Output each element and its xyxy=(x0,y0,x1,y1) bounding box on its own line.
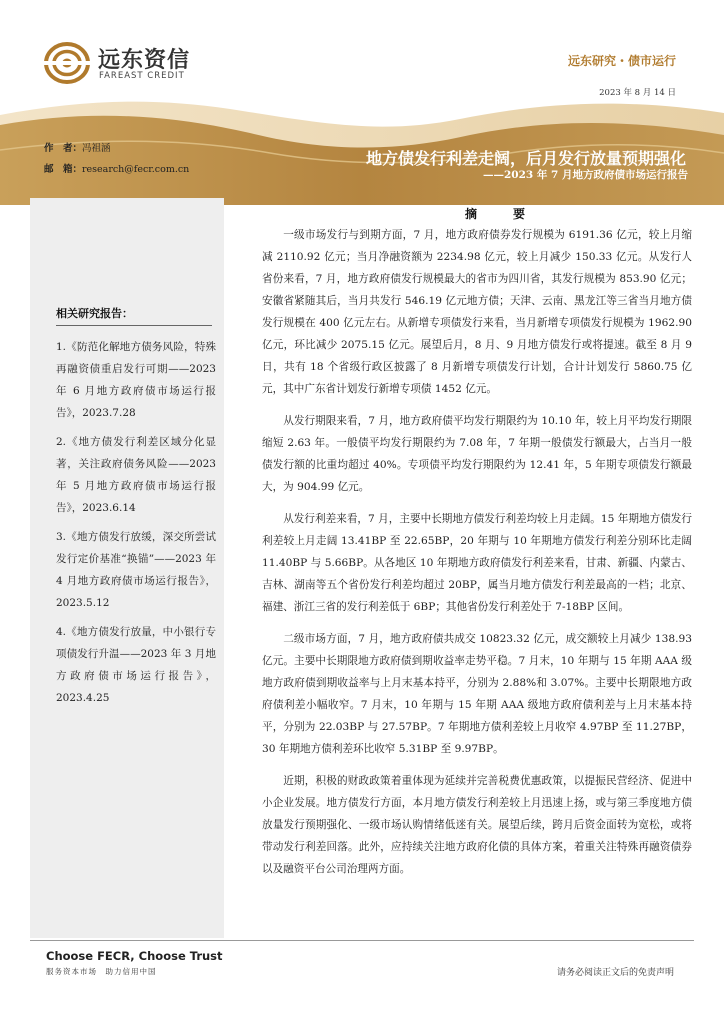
fareast-credit-logo-icon xyxy=(44,42,90,84)
author-email[interactable]: research@fecr.com.cn xyxy=(82,164,190,175)
abstract-paragraph: 一级市场发行与到期方面，7 月，地方政府债券发行规模为 6191.36 亿元，较上月缩减 2110.92 亿元；当月净融资额为 2234.98 亿元，较上月减少 150.33 亿元。从发行人省份来看，7 月，地方政府债发行规模最大的省市为四川省，其发行规模为 853.90 亿元；安徽省紧随其后，当月共发行 546.19 亿元地方债；天津、云南、黑龙江等三省当月地方债发行规模在 400 亿元左右。从新增专项债发行来看，当月新增专项债发行规模为 1962.90 亿元，环比减少 2075.15 亿元。展望后月，8 月、9 月地方债发行或将提速。截至 8 月 9 日，共有 18 个省级行政区披露了 8 月新增专项债发行计划，合计计划发行 5860.75 亿元，其中广东省计划发行新增专项债 1452 亿元。 xyxy=(262,229,692,395)
report-title: 地方债发行利差走阔，后月发行放量预期强化 xyxy=(365,149,686,168)
related-reports-list xyxy=(56,336,216,716)
related-report-item[interactable]: 4.《地方债发行放量，中小银行专项债发行升温——2023 年 3 月地方政府债市场运行报告》，2023.4.25 xyxy=(56,626,216,704)
abstract-paragraph: 近期，积极的财政政策着重体现为延续并完善税费优惠政策，以提振民营经济、促进中小企业发展。地方债发行方面，本月地方债发行利差较上月迅速上扬，或与第三季度地方债放量发行预期强化、一级市场认购情绪低迷有关。展望后续，跨月后资金面转为宽松，或将带动发行利差回落。此外，应持续关注地方政府化债的具体方案，着重关注特殊再融资债券以及融资平台公司治理两方面。 xyxy=(262,775,692,875)
brand-name-cn: 远东资信 xyxy=(98,48,191,73)
author-name: 冯祖涵 xyxy=(82,143,111,154)
related-report-item[interactable]: 2.《地方债发行利差区域分化显著，关注政府债务风险——2023 年 5 月地方政府债市场运行报告》，2023.6.14 xyxy=(56,436,216,514)
report-subtitle: ——2023 年 7 月地方政府债市场运行报告 xyxy=(483,169,688,181)
footer-divider xyxy=(30,940,694,941)
abstract-paragraph: 从发行利差来看，7 月，主要中长期地方债发行利差均较上月走阔。15 年期地方债发行利差较上月走阔 13.41BP 至 22.65BP，20 年期与 10 年期地方债发行利差分别环比走阔 11.40BP 与 5.66BP。从各地区 10 年期地方政府债发行利差来看，甘肃、新疆、内蒙古、吉林、湖南等五个省份发行利差均超过 20BP，属当月地方债发行利差最高的一档；北京、福建、浙江三省的发行利差低于 6BP；其他省份发行利差处于 7-18BP 区间。 xyxy=(262,513,692,613)
related-reports-divider xyxy=(56,325,212,326)
footer-slogan-sub: 服务资本市场 助力信用中国 xyxy=(46,967,157,976)
brand-name-en: FAREAST CREDIT xyxy=(99,71,185,81)
footer-slogan: Choose FECR, Choose Trust xyxy=(46,949,223,963)
report-date: 2023 年 8 月 14 日 xyxy=(599,88,676,98)
abstract-body xyxy=(262,224,692,890)
related-report-item[interactable]: 1.《防范化解地方债务风险，特殊再融资债重启发行可期——2023 年 6 月地方政府债市场运行报告》，2023.7.28 xyxy=(56,341,216,419)
email-label: 邮 箱： xyxy=(44,164,83,175)
footer-disclaimer: 请务必阅读正文后的免责声明 xyxy=(556,968,674,978)
abstract-paragraph: 二级市场方面，7 月，地方政府债共成交 10823.32 亿元，成交额较上月减少 138.93 亿元。主要中长期限地方政府债到期收益率走势平稳。7 月末，10 年期与 15 年期 AAA 级地方政府债到期收益率与上月末基本持平，分别为 2.88%和 3.07%。主要中长期限地方政府债利差小幅收窄。7 月末，10 年期与 15 年期 AAA 级地方政府债利差与上月末基本持平，分别为 22.03BP 与 27.57BP。7 年期地方债利差较上月收窄 4.97BP 至 11.27BP，30 年期地方债利差环比收窄 5.31BP 至 9.97BP。 xyxy=(262,633,692,755)
report-series: 远东研究・债市运行 xyxy=(567,54,676,68)
author-label: 作 者： xyxy=(44,143,83,154)
abstract-paragraph: 从发行期限来看，7 月，地方政府债平均发行期限约为 10.10 年，较上月平均发行期限缩短 2.63 年。一般债平均发行期限约为 7.08 年，7 年期一般债发行额最大，占当月一般债发行额的比重均超过 40%。专项债平均发行期限约为 12.41 年，5 年期专项债发行额最大，为 904.99 亿元。 xyxy=(262,415,692,493)
related-reports-title: 相关研究报告： xyxy=(56,307,133,320)
related-report-item[interactable]: 3.《地方债发行放缓，深交所尝试发行定价基准“换锚”——2023 年 4 月地方政府债市场运行报告》，2023.5.12 xyxy=(56,531,216,609)
abstract-heading: 摘 要 xyxy=(465,207,538,221)
author-block xyxy=(44,138,189,180)
